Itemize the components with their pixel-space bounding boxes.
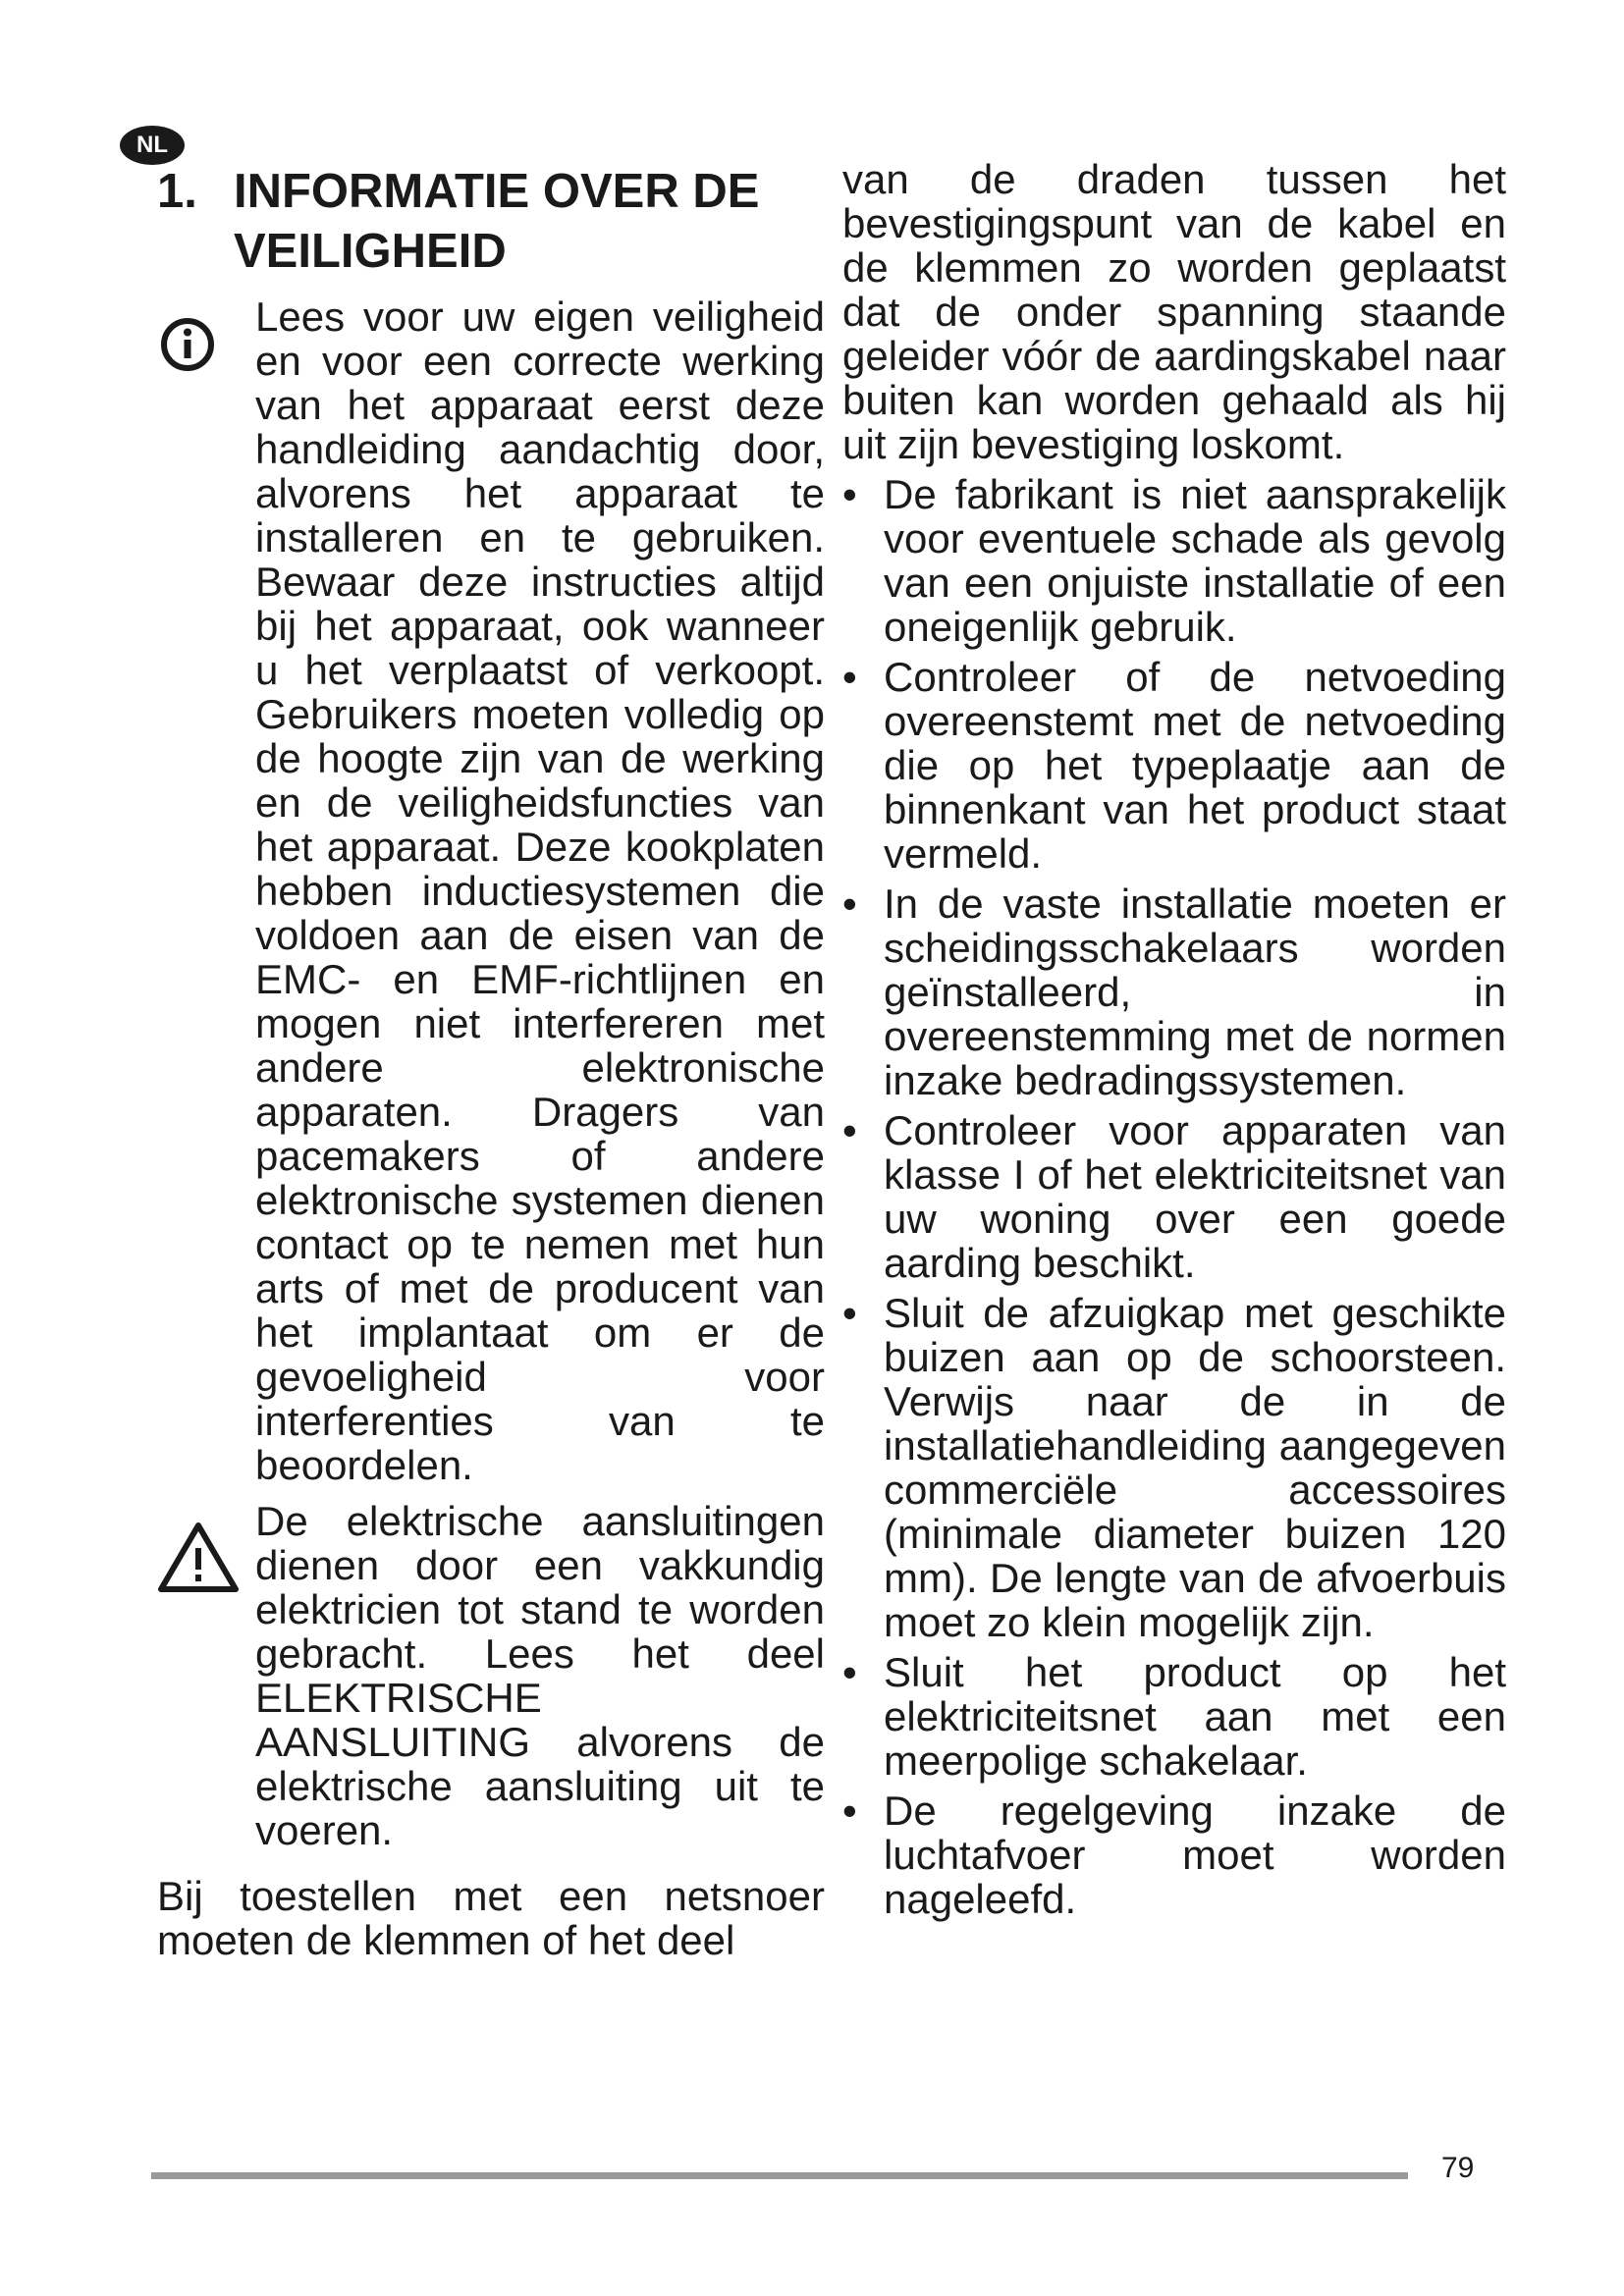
info-icon: [159, 316, 216, 373]
warning-paragraph: De elektrische aansluitingen dienen door een vakkundig elektricien tot stand te worden gebracht. Lees het deel ELEKTRISCHE AANSLUITING alvorens de elektrische aansluiting uit te voeren.: [255, 1498, 825, 1853]
cord-paragraph-end: van de draden tussen het bevestigingspunt van de kabel en de klemmen zo worden geplaatst dat de onder spanning staande geleider vóór de aardingskabel naar buiten kan worden gehaald als hij uit zijn bevestiging loskomt.: [842, 156, 1506, 467]
bullet-icon: •: [842, 881, 857, 927]
bullet-icon: •: [842, 654, 857, 700]
warning-block: [157, 1499, 825, 1852]
list-item: • In de vaste installatie moeten er scheidingsschakelaars worden geïnstalleerd, in overeenstemming met de normen inzake bedradingssystemen.: [842, 881, 1506, 1103]
bullet-icon: •: [842, 471, 857, 517]
warning-icon: [157, 1521, 240, 1593]
safety-bullet-list: [842, 472, 1506, 1921]
bullet-icon: •: [842, 1788, 857, 1834]
section-title-line2: VEILIGHEID: [234, 225, 507, 278]
section-title-line1: INFORMATIE OVER DE: [234, 165, 760, 218]
list-item: • De fabrikant is niet aansprakelijk voor eventuele schade als gevolg van een onjuiste installatie of een oneigenlijk gebruik.: [842, 471, 1506, 650]
cord-paragraph-start: Bij toestellen met een netsnoer moeten de klemmen of het deel: [157, 1873, 825, 1963]
info-block: [157, 294, 825, 1487]
footer-rule: [151, 2172, 1408, 2179]
left-column: [157, 294, 825, 1962]
bullet-icon: •: [842, 1649, 857, 1695]
bullet-icon: •: [842, 1107, 857, 1153]
list-item: • Sluit de afzuigkap met geschikte buizen aan op de schoorsteen. Verwijs naar de in de installatiehandleiding aangegeven commerciële accessoires (minimale diameter buizen 120 mm). De lengte van de afvoerbuis moet zo klein mogelijk zijn.: [842, 1290, 1506, 1645]
right-column: [842, 157, 1506, 1921]
section-title: [157, 162, 825, 282]
language-badge: NL: [120, 126, 185, 165]
bullet-icon: •: [842, 1290, 857, 1336]
list-item: • Sluit het product op het elektriciteitsnet aan met een meerpolige schakelaar.: [842, 1649, 1506, 1784]
list-item: • Controleer of de netvoeding overeenstemt met de netvoeding die op het typeplaatje aan de binnenkant van het product staat vermeld.: [842, 654, 1506, 877]
section-number: 1.: [157, 165, 197, 218]
info-paragraph: Lees voor uw eigen veiligheid en voor een correcte werking van het apparaat eerst deze handleiding aandachtig door, alvorens het apparaat te installeren en te gebruiken. Bewaar deze instructies altijd bij het apparaat, ook wanneer u het verplaatst of verkoopt. Gebruikers moeten volledig op de hoogte zijn van de werking en de veiligheidsfuncties van het apparaat. Deze kookplaten hebben inductiesystemen die voldoen aan de eisen van de EMC- en EMF-richtlijnen en mogen niet interfereren met andere elektronische apparaten. Dragers van pacemakers of andere elektronische systemen dienen contact op te nemen met hun arts of met de producent van het implantaat om er de gevoeligheid voor interferenties van te beoordelen.: [255, 294, 825, 1488]
list-item: • Controleer voor apparaten van klasse I of het elektriciteitsnet van uw woning over een goede aarding beschikt.: [842, 1107, 1506, 1286]
list-item: • De regelgeving inzake de luchtafvoer moet worden nageleefd.: [842, 1788, 1506, 1922]
page-number: 79: [1441, 2152, 1475, 2184]
